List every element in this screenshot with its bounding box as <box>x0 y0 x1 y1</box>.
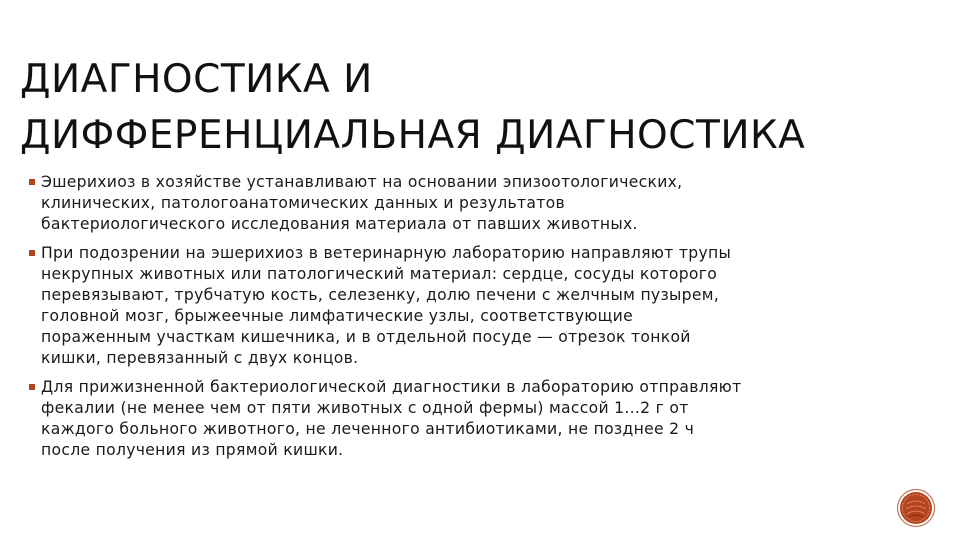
bullet-line: некрупных животных или патологический материал: сердце, сосуды которого <box>41 265 718 283</box>
bullet-line: перевязывают, трубчатую кость, селезенку, долю печени с желчным пузырем, <box>41 286 720 304</box>
bullet-line: пораженным участкам кишечника, и в отдельной посуде — отрезок тонкой <box>41 328 691 346</box>
bullet-line: Эшерихиоз в хозяйстве устанавливают на основании эпизоотологических, <box>41 173 683 191</box>
bullet-line: головной мозг, брыжеечные лимфатические узлы, соответствующие <box>41 307 633 325</box>
bullet-list <box>32 172 922 469</box>
bullet-line: Для прижизненной бактериологической диагностики в лабораторию отправляют <box>41 378 742 396</box>
bullet-line: бактериологического исследования материала от павших животных. <box>41 215 638 233</box>
decorative-seal-icon <box>896 488 936 528</box>
bullet-line: клинических, патологоанатомических данных и результатов <box>41 194 565 212</box>
list-item <box>32 243 922 369</box>
bullet-line: каждого больного животного, не леченного антибиотиками, не позднее 2 ч <box>41 420 695 438</box>
square-bullet-icon <box>29 179 35 185</box>
bullet-line: после получения из прямой кишки. <box>41 441 344 459</box>
title-line-2: ДИФФЕРЕНЦИАЛЬНАЯ ДИАГНОСТИКА <box>20 113 806 158</box>
list-item <box>32 377 922 461</box>
bullet-line: фекалии (не менее чем от пяти животных с одной фермы) массой 1...2 г от <box>41 399 689 417</box>
bullet-line: кишки, перевязанный с двух концов. <box>41 349 359 367</box>
slide-title <box>20 52 940 164</box>
square-bullet-icon <box>29 250 35 256</box>
square-bullet-icon <box>29 384 35 390</box>
bullet-line: При подозрении на эшерихиоз в ветеринарную лабораторию направляют трупы <box>41 244 732 262</box>
title-line-1: ДИАГНОСТИКА И <box>20 57 373 102</box>
list-item <box>32 172 922 235</box>
